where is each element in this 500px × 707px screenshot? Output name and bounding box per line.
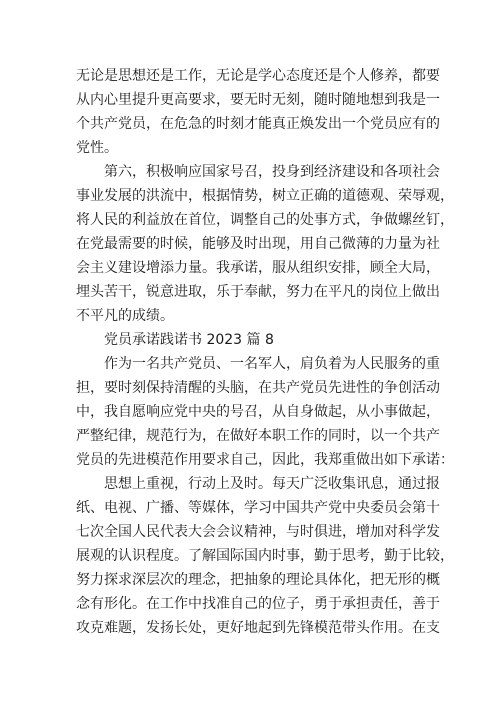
paragraph-1-line-2: 从内心里提升更高要求，要无时无刻，随时随地想到我是一 [76, 92, 440, 108]
paragraph-3-line-3: 中，我自愿响应党中央的号召，从自身做起，从小事做起， [76, 404, 440, 420]
paragraph-4-line-5: 努力探求深层次的理念，把抽象的理论具体化，把无形的概 [76, 572, 440, 588]
paragraph-1-line-3: 个共产党员，在危急的时刻才能真正焕发出一个党员应有的 [76, 116, 440, 132]
paragraph-4-line-2: 纸、电视、广播、等媒体，学习中国共产党中央委员会第十 [76, 500, 440, 516]
paragraph-2-line-2: 事业发展的洪流中，根据情势，树立正确的道德观、荣辱观， [76, 188, 454, 204]
paragraph-3-line-4: 严整纪律，规范行为，在做好本职工作的同时，以一个共产 [76, 428, 440, 444]
paragraph-1-line-1: 无论是思想还是工作，无论是学心态度还是个人修养，都要 [76, 68, 440, 84]
paragraph-4-line-3: 七次全国人民代表大会会议精神，与时俱进，增加对科学发 [76, 524, 440, 540]
paragraph-2-line-5: 会主义建设增添力量。我承诺，服从组织安排，顾全大局， [76, 260, 440, 276]
paragraph-4-line-1: 思想上重视，行动上及时。每天广泛收集讯息，通过报 [104, 476, 440, 492]
paragraph-2-line-4: 在党最需要的时候，能够及时出现，用自己微薄的力量为社 [76, 236, 440, 252]
paragraph-4-line-7: 攻克难题，发扬长处，更好地起到先锋模范带头作用。在支 [76, 620, 440, 636]
paragraph-3-line-1: 作为一名共产党员、一名军人，肩负着为人民服务的重 [104, 356, 440, 372]
paragraph-2-line-3: 将人民的利益放在首位，调整自己的处事方式，争做螺丝钉， [76, 212, 454, 228]
paragraph-3-line-5: 党员的先进模范作用要求自己，因此，我郑重做出如下承诺： [76, 452, 454, 468]
paragraph-2-line-7: 不平凡的成绩。 [76, 308, 174, 324]
paragraph-2-line-6: 埋头苦干，锐意进取，乐于奉献，努力在平凡的岗位上做出 [76, 284, 440, 300]
paragraph-3-line-2: 担，要时刻保持清醒的头脑，在共产党员先进性的争创活动 [76, 380, 440, 396]
paragraph-4-line-6: 念有形化。在工作中找准自己的位子，勇于承担责任，善于 [76, 596, 440, 612]
paragraph-1-line-4: 党性。 [76, 140, 118, 156]
paragraph-2-line-1: 第六，积极响应国家号召，投身到经济建设和各项社会 [104, 164, 440, 180]
paragraph-4-line-4: 展观的认识程度。了解国际国内时事，勤于思考，勤于比较， [76, 548, 454, 564]
section-heading: 党员承诺践诺书 2023 篇 8 [104, 332, 274, 348]
